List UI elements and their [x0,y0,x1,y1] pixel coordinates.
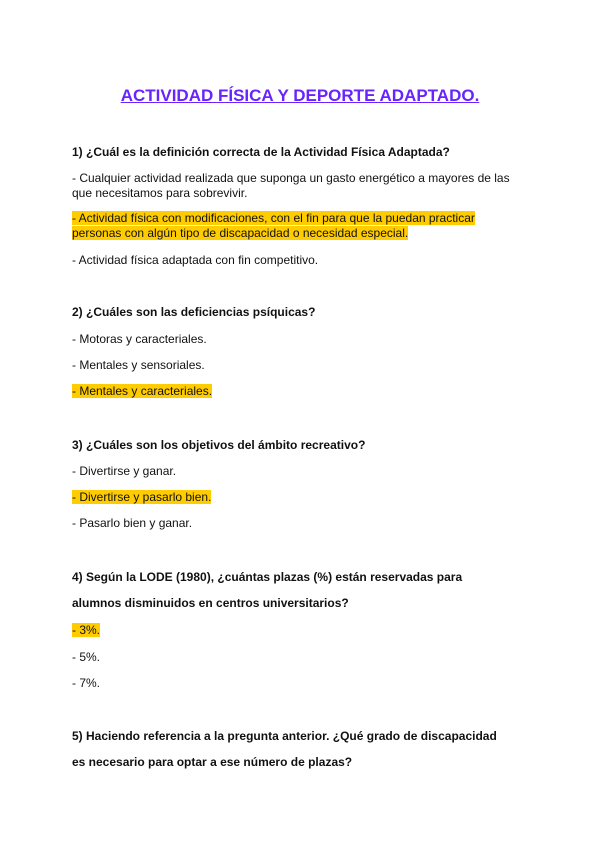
answer-3a: - Divertirse y ganar. [72,464,177,478]
document-title: ACTIVIDAD FÍSICA Y DEPORTE ADAPTADO. [120,86,480,105]
answer-1a-line2: que necesitamos para sobrevivir. [72,186,248,200]
answer-1b-line2-correct: personas con algún tipo de discapacidad o necesidad especial. [72,226,409,240]
answer-4c: - 7%. [72,676,101,690]
question-5-line2: es necesario para optar a ese número de plazas? [72,755,353,769]
answer-3c: - Pasarlo bien y ganar. [72,516,193,530]
question-2: 2) ¿Cuáles son las deficiencias psíquicas? [72,305,316,319]
answer-2c-correct: - Mentales y caracteriales. [72,384,213,398]
answer-1a-line1: - Cualquier actividad realizada que suponga un gasto energético a mayores de las [72,171,510,185]
answer-3b-correct: - Divertirse y pasarlo bien. [72,490,212,504]
answer-2a: - Motoras y caracteriales. [72,332,207,346]
question-4-line1: 4) Según la LODE (1980), ¿cuántas plazas (%) están reservadas para [72,570,463,584]
question-5-line1: 5) Haciendo referencia a la pregunta anterior. ¿Qué grado de discapacidad [72,729,497,743]
question-4-line2: alumnos disminuidos en centros universitarios? [72,596,349,610]
answer-1c: - Actividad física adaptada con fin competitivo. [72,253,319,267]
answer-2b: - Mentales y sensoriales. [72,358,205,372]
answer-1b-line1-correct: - Actividad física con modificaciones, con el fin para que la puedan practicar [72,211,475,225]
answer-4a-correct: - 3%. [72,623,101,637]
answer-4b: - 5%. [72,650,101,664]
question-1: 1) ¿Cuál es la definición correcta de la Actividad Física Adaptada? [72,145,450,159]
question-3: 3) ¿Cuáles son los objetivos del ámbito recreativo? [72,438,366,452]
